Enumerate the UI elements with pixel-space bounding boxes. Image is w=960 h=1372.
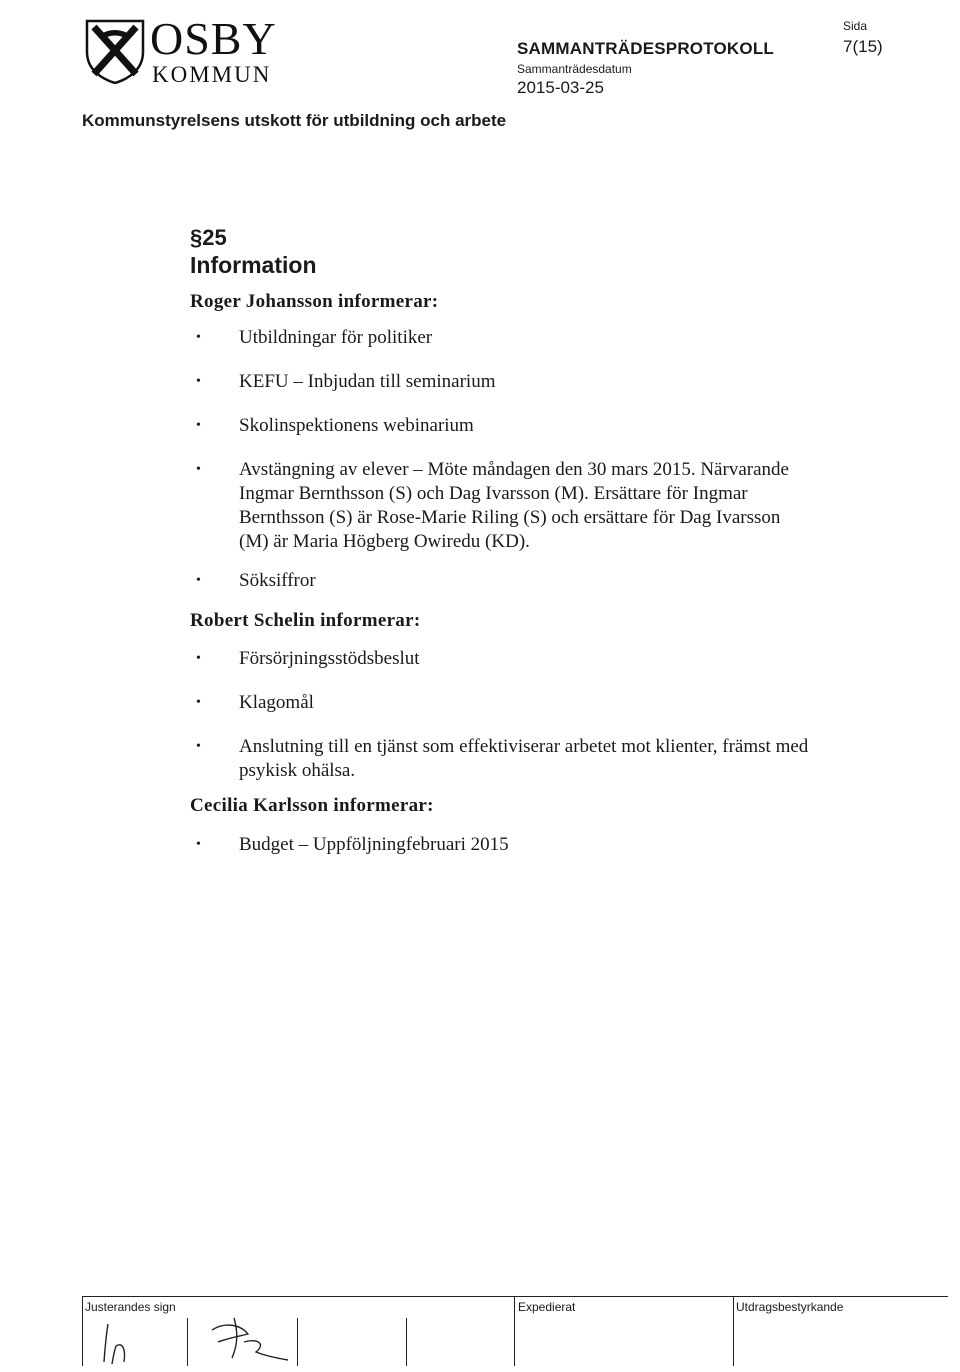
bullet-icon: • bbox=[196, 695, 201, 710]
list-item bbox=[196, 370, 816, 394]
bullet-icon: • bbox=[196, 462, 201, 477]
speaker-heading: Robert Schelin informerar: bbox=[190, 610, 421, 631]
list-item-text: KEFU – Inbjudan till seminarium bbox=[239, 371, 496, 392]
page-label: Sida bbox=[843, 19, 868, 33]
footer-column-divider bbox=[733, 1296, 734, 1366]
signature-footer bbox=[82, 1296, 948, 1366]
section-number: §25 bbox=[190, 225, 227, 250]
section-title: Information bbox=[190, 252, 317, 278]
bullet-icon: • bbox=[196, 418, 201, 433]
logo-subtitle: KOMMUN bbox=[152, 62, 272, 87]
list-item-text: Klagomål bbox=[239, 692, 314, 713]
speaker-heading: Cecilia Karlsson informerar: bbox=[190, 795, 434, 816]
list-item-text: Söksiffror bbox=[239, 570, 316, 591]
bullet-icon: • bbox=[196, 573, 201, 588]
municipality-crest-icon bbox=[84, 18, 146, 84]
bullet-icon: • bbox=[196, 739, 201, 754]
meeting-date-label: Sammanträdesdatum bbox=[517, 62, 632, 76]
footer-column-divider bbox=[297, 1318, 298, 1366]
footer-divider bbox=[82, 1296, 948, 1297]
list-item bbox=[196, 735, 816, 783]
logo-name: OSBY bbox=[150, 13, 277, 64]
list-item-text: Avstängning av elever – Möte måndagen den 30 mars 2015. Närvarande Ingmar Bernthsson (S) och Dag Ivarsson (M). Ersättare för Ingmar Bernthsson (S) är Rose-Marie Riling (S) och ersättare för Dag Ivarsson (M) är Maria Högberg Owiredu (KD). bbox=[239, 459, 789, 552]
committee-name: Kommunstyrelsens utskott för utbildning och arbete bbox=[82, 111, 507, 130]
speaker-heading: Roger Johansson informerar: bbox=[190, 291, 439, 312]
list-item-text: Budget – Uppföljningfebruari 2015 bbox=[239, 834, 509, 855]
list-item-text: Utbildningar för politiker bbox=[239, 327, 433, 348]
list-item bbox=[196, 414, 816, 438]
signature-initials-1 bbox=[96, 1316, 166, 1366]
list-item bbox=[196, 326, 816, 350]
utdragsbestyrkande-label: Utdragsbestyrkande bbox=[736, 1300, 844, 1314]
bullet-icon: • bbox=[196, 837, 201, 852]
list-item bbox=[196, 647, 816, 671]
list-item bbox=[196, 691, 816, 715]
bullet-icon: • bbox=[196, 330, 201, 345]
bullet-icon: • bbox=[196, 374, 201, 389]
meeting-date: 2015-03-25 bbox=[517, 78, 604, 97]
footer-column-divider bbox=[514, 1296, 515, 1366]
list-item-text: Försörjningsstödsbeslut bbox=[239, 648, 420, 669]
bullet-icon: • bbox=[196, 651, 201, 666]
list-item bbox=[196, 569, 816, 593]
page-number: 7(15) bbox=[843, 37, 883, 56]
footer-column-divider bbox=[187, 1318, 188, 1366]
list-item-text: Skolinspektionens webinarium bbox=[239, 415, 474, 436]
footer-column-divider bbox=[82, 1296, 83, 1366]
list-item-text: Anslutning till en tjänst som effektiviserar arbetet mot klienter, främst med psykisk ohälsa. bbox=[239, 736, 809, 781]
footer-column-divider bbox=[406, 1318, 407, 1366]
list-item bbox=[196, 833, 816, 857]
signature-initials-2 bbox=[204, 1312, 294, 1366]
expedierat-label: Expedierat bbox=[518, 1300, 576, 1314]
justerandes-sign-label: Justerandes sign bbox=[85, 1300, 176, 1314]
document-type: SAMMANTRÄDESPROTOKOLL bbox=[517, 39, 774, 58]
list-item bbox=[196, 458, 796, 554]
